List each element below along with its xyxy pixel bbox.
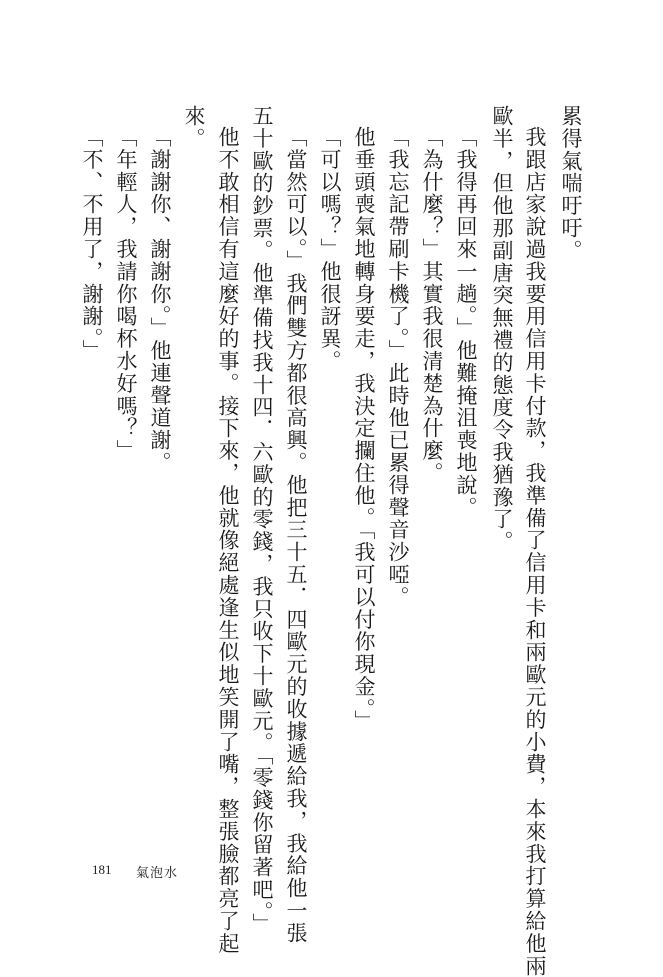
text-column: 五十歐的鈔票。他準備找我十四．六歐的零錢，我只收下十歐元。「零錢你留著吧。」 [250,105,274,936]
text-column: 「我得再回來一趟。」他難掩沮喪地說。 [454,126,478,519]
text-column: 「可以嗎？」他很訝異。 [318,126,342,373]
text-column: 累得氣喘吁吁。 [559,105,583,262]
text-column: 來。 [182,105,206,150]
text-column: 他不敢相信有這麼好的事。接下來，他就像絕處逢生似地笑開了嘴，整張臉都亮了起 [216,126,240,955]
text-column: 「不、不用了，謝謝。」 [80,126,104,362]
text-column: 他垂頭喪氣地轉身要走，我決定攔住他。「我可以付你現金。」 [352,126,376,733]
page-number: 181 [92,862,112,877]
text-column: 我跟店家說過我要用信用卡付款，我準備了信用卡和兩歐元的小費，本來我打算給他兩 [523,126,547,977]
text-column: 「當然可以。」我們雙方都很高興。他把三十五．四歐元的收據遞給我，我給他一張 [284,126,308,945]
text-column: 「謝謝你、謝謝你。」他連聲道謝。 [148,126,172,474]
text-column: 「年輕人，我請你喝杯水好嗎？」 [114,126,138,462]
running-title: 氣泡水 [136,866,179,881]
text-column: 歐半，但他那副唐突無禮的態度令我猶豫了。 [490,105,514,553]
text-column: 「我忘記帶刷卡機了。」此時他已累得聲音沙啞。 [386,126,410,609]
text-column: 「為什麼？」其實我很清楚為什麼。 [420,126,444,485]
